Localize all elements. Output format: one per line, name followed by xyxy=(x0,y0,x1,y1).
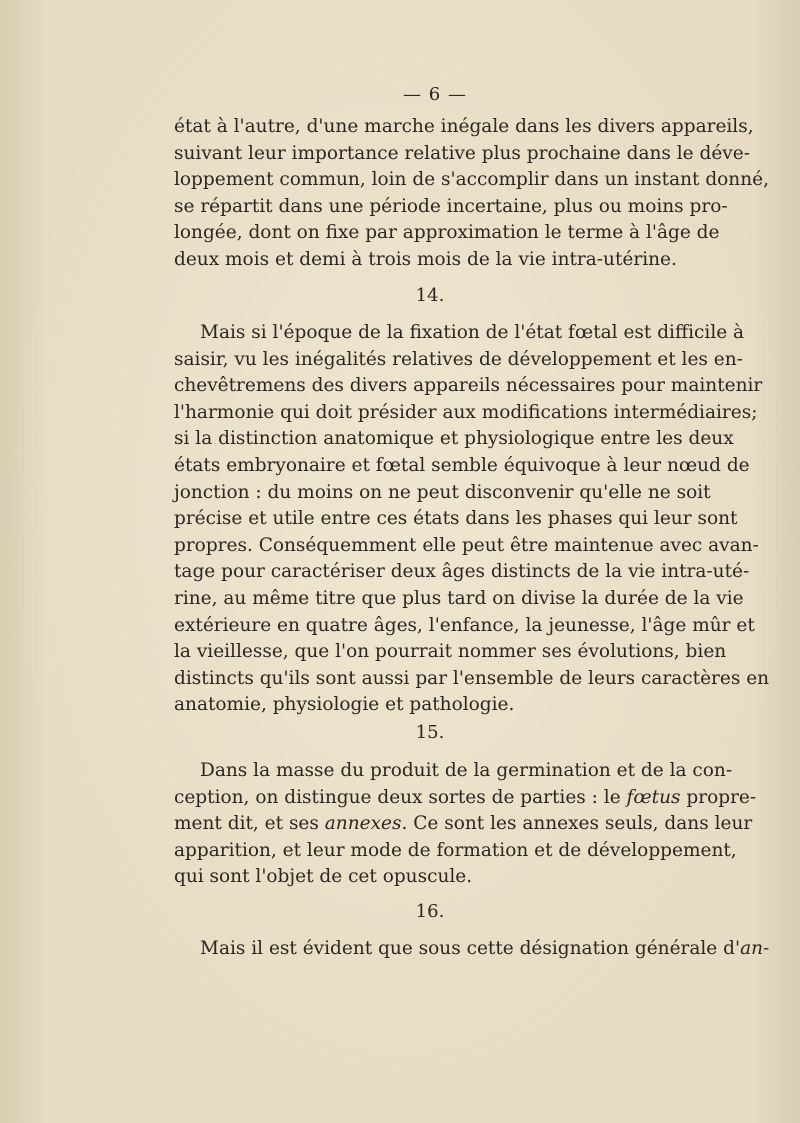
text-line: si la distinction anatomique et physiologique entre les deux xyxy=(174,428,734,450)
section-number-16: 16. xyxy=(415,901,445,922)
text-line: loppement commun, loin de s'accomplir dans un instant donné, xyxy=(174,169,769,191)
paragraph-section-16 xyxy=(174,936,770,963)
text-fragment: Ce sont les annexes seuls, dans leur xyxy=(413,813,753,835)
text-line xyxy=(174,785,757,812)
text-line: qui sont l'objet de cet opuscule. xyxy=(174,866,473,888)
italic-hyphenated-word: an- xyxy=(740,938,770,959)
text-line: états embryonaire et fœtal semble équivoque à leur nœud de xyxy=(174,454,750,476)
text-line: chevêtremens des divers appareils nécessaires pour maintenir xyxy=(174,375,763,397)
text-line: deux mois et demi à trois mois de la vie intra-utérine. xyxy=(174,248,677,270)
text-line xyxy=(174,811,753,838)
paragraph-continuation xyxy=(174,114,769,274)
italic-term-annexes: annexes. xyxy=(324,813,408,835)
text-line: extérieure en quatre âges, l'enfance, la jeunesse, l'âge mûr et xyxy=(174,614,755,636)
section-number-15: 15. xyxy=(415,722,445,743)
text-line: apparition, et leur mode de formation et de développement, xyxy=(174,839,737,861)
text-line: longée, dont on fixe par approximation le terme à l'âge de xyxy=(174,222,720,244)
italic-term-foetus: fœtus xyxy=(626,786,681,808)
text-line: Mais si l'époque de la fixation de l'état fœtal est difficile à xyxy=(200,322,745,343)
text-line: distincts qu'ils sont aussi par l'ensemble de leurs caractères en xyxy=(174,667,770,689)
text-line xyxy=(174,936,770,963)
text-line: état à l'autre, d'une marche inégale dans les divers appareils, xyxy=(174,116,754,137)
text-line: tage pour caractériser deux âges distincts de la vie intra-uté- xyxy=(174,561,750,583)
text-fragment: propre- xyxy=(686,786,757,808)
paragraph-section-14 xyxy=(174,320,770,719)
paragraph-section-15 xyxy=(174,758,757,891)
text-line: précise et utile entre ces états dans les phases qui leur sont xyxy=(174,508,738,530)
page-number: — 6 — xyxy=(403,84,467,105)
text-line: l'harmonie qui doit présider aux modifications intermédiaires; xyxy=(174,401,758,423)
text-line: saisir, vu les inégalités relatives de développement et les en- xyxy=(174,348,743,370)
text-line: rine, au même titre que plus tard on divise la durée de la vie xyxy=(174,587,744,609)
text-fragment: ment dit, et ses xyxy=(174,813,319,835)
section-number-14: 14. xyxy=(415,285,445,306)
text-line: anatomie, physiologie et pathologie. xyxy=(174,694,515,716)
text-line: la vieillesse, que l'on pourrait nommer ses évolutions, bien xyxy=(174,641,727,663)
text-line: suivant leur importance relative plus prochaine dans le déve- xyxy=(174,142,750,164)
text-line: jonction : du moins on ne peut disconvenir qu'elle ne soit xyxy=(174,481,711,503)
text-line: se répartit dans une période incertaine, plus ou moins pro- xyxy=(174,195,728,217)
text-fragment: Mais il est évident que sous cette désignation générale d' xyxy=(200,938,741,959)
text-line: propres. Conséquemment elle peut être maintenue avec avan- xyxy=(174,534,759,556)
text-fragment: ception, on distingue deux sortes de parties : le xyxy=(174,786,621,808)
text-line: Dans la masse du produit de la germination et de la con- xyxy=(200,760,733,781)
